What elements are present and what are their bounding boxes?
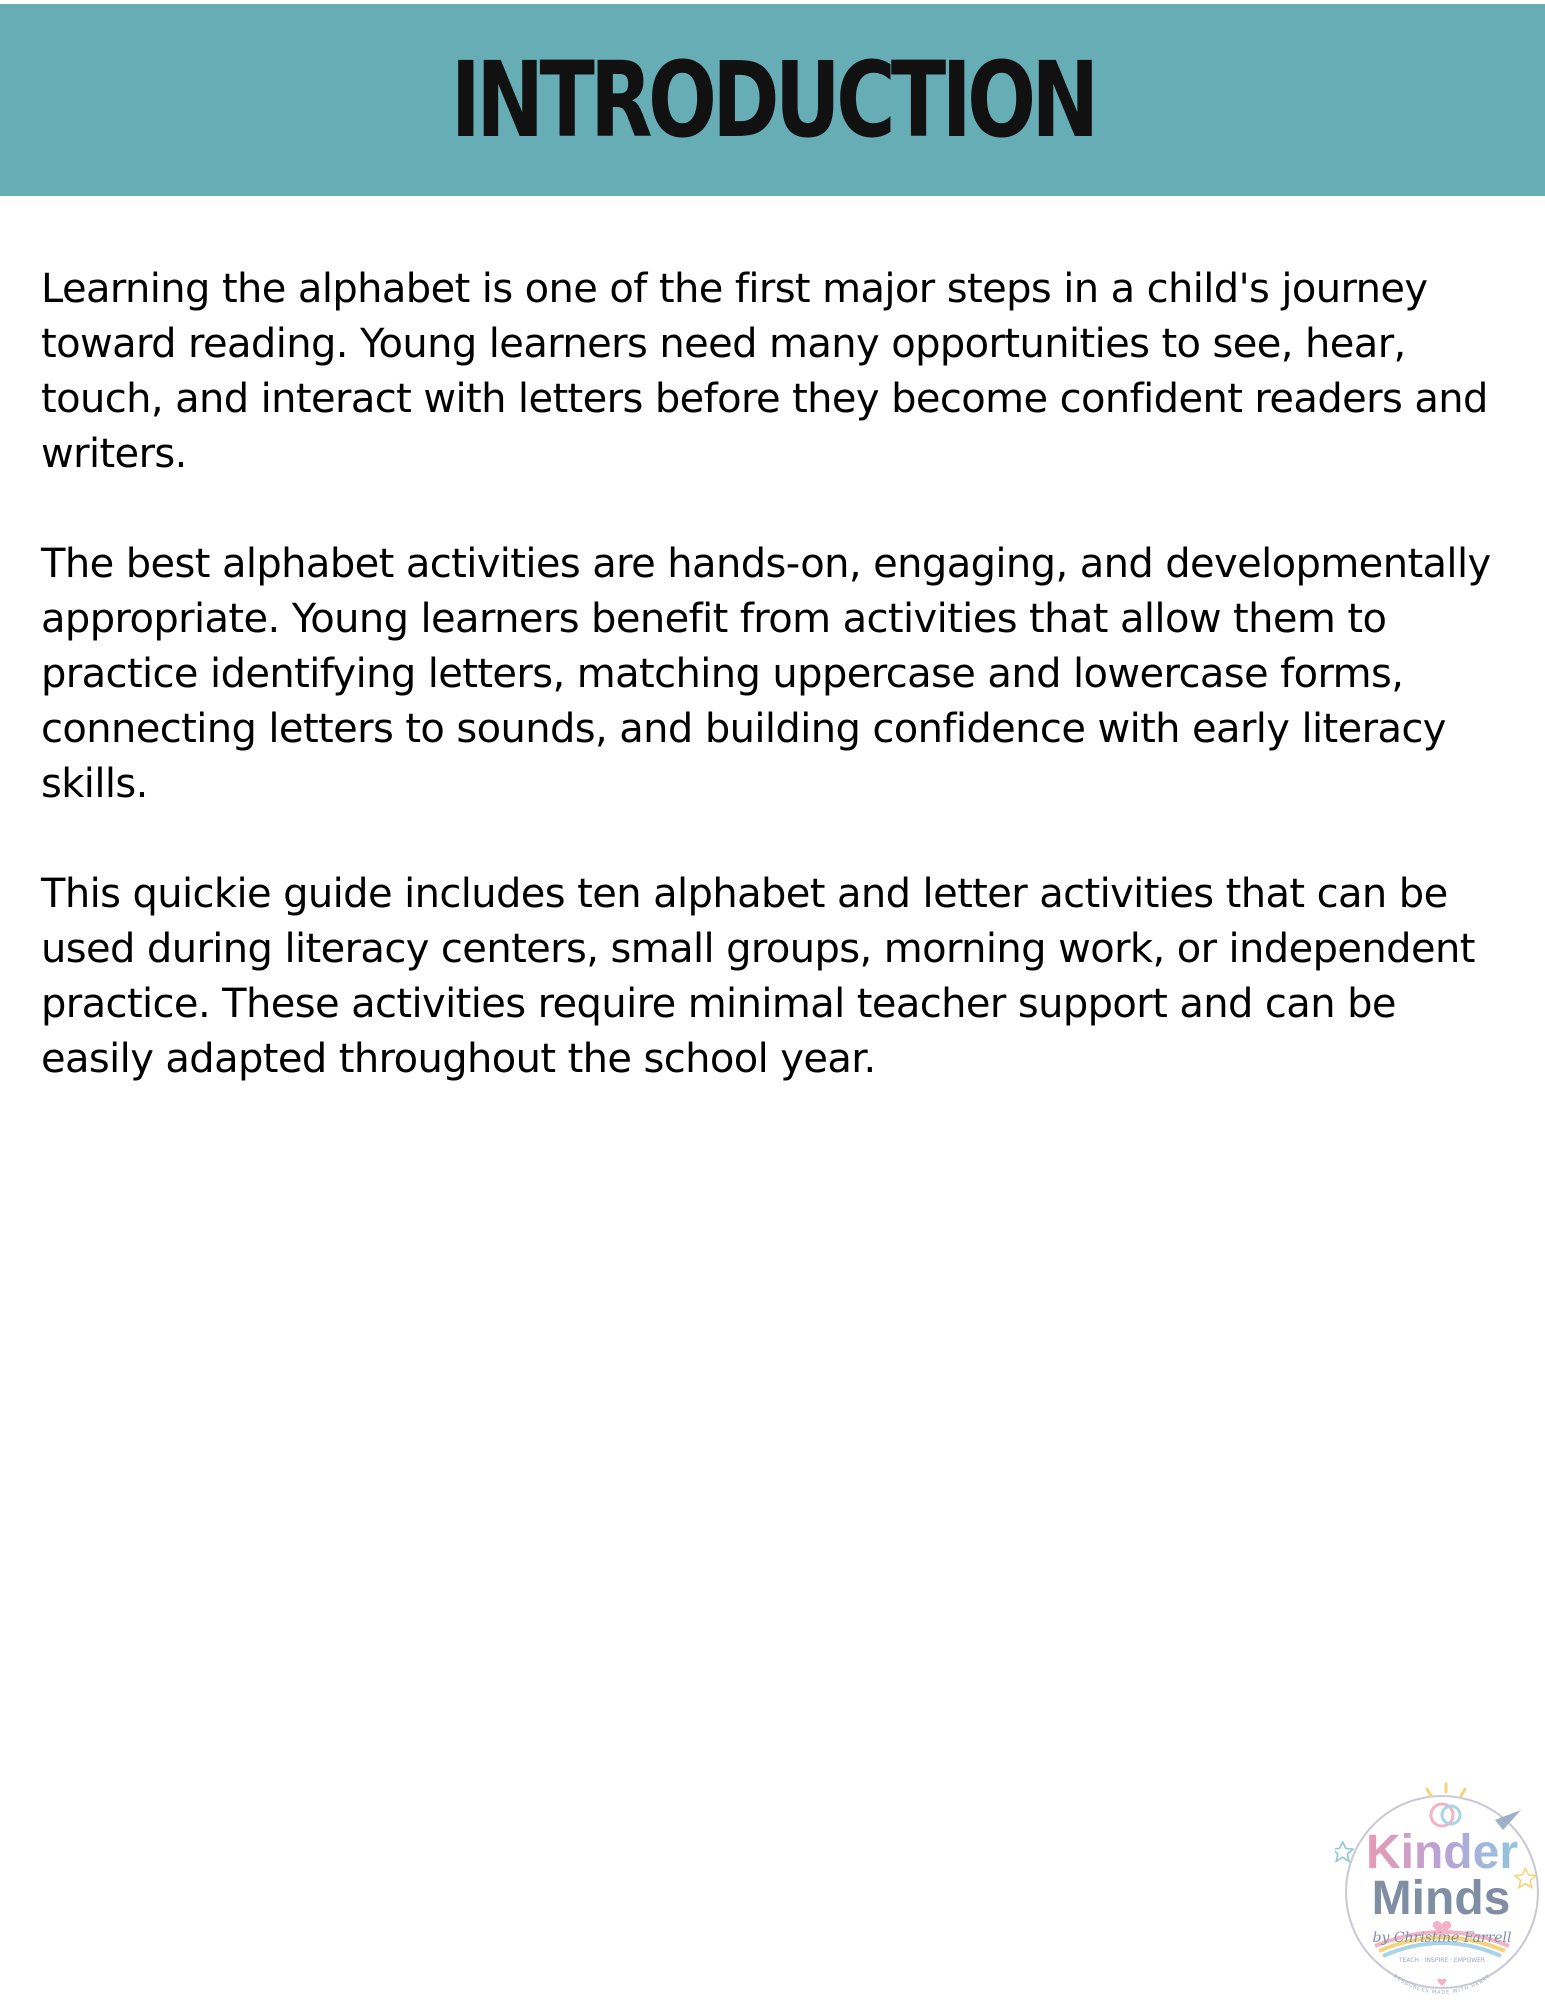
paragraph-line: connecting letters to sounds, and building confidence with early literacy [41, 706, 1446, 752]
paragraph-line: The best alphabet activities are hands-on, engaging, and developmentally [41, 541, 1491, 587]
paragraph-line: easily adapted throughout the school year. [41, 1036, 876, 1082]
paragraph-activities [41, 537, 1521, 812]
page-title: INTRODUCTION [450, 39, 1095, 161]
title-banner [0, 4, 1545, 196]
paragraph-line: toward reading. Young learners need many opportunities to see, hear, [41, 321, 1406, 367]
kinder-minds-logo [1335, 1778, 1545, 2000]
logo-arc-text: RESOURCES MADE WITH HEART [1392, 1973, 1492, 1996]
paragraph-line: used during literacy centers, small groups, morning work, or independent [41, 926, 1475, 972]
paragraph-guide [41, 867, 1521, 1087]
paragraph-line: practice. These activities require minimal teacher support and can be [41, 981, 1396, 1027]
logo-icon [1335, 1778, 1545, 2000]
body-text [41, 262, 1521, 1142]
logo-word-minds: Minds [1371, 1872, 1511, 1925]
paragraph-line: writers. [41, 431, 187, 477]
paragraph-line: touch, and interact with letters before they become confident readers and [41, 376, 1488, 422]
paragraph-intro [41, 262, 1521, 482]
paragraph-line: Learning the alphabet is one of the first major steps in a child's journey [41, 266, 1428, 312]
logo-word-kinder: Kinder [1365, 1826, 1519, 1879]
logo-byline: by Christine Farrell [1372, 1930, 1512, 1946]
logo-tagline: TEACH · INSPIRE · EMPOWER [1398, 1957, 1486, 1964]
paragraph-line: This quickie guide includes ten alphabet and letter activities that can be [41, 871, 1448, 917]
paragraph-line: appropriate. Young learners benefit from activities that allow them to [41, 596, 1387, 642]
paragraph-line: practice identifying letters, matching uppercase and lowercase forms, [41, 651, 1404, 697]
paragraph-line: skills. [41, 761, 148, 807]
